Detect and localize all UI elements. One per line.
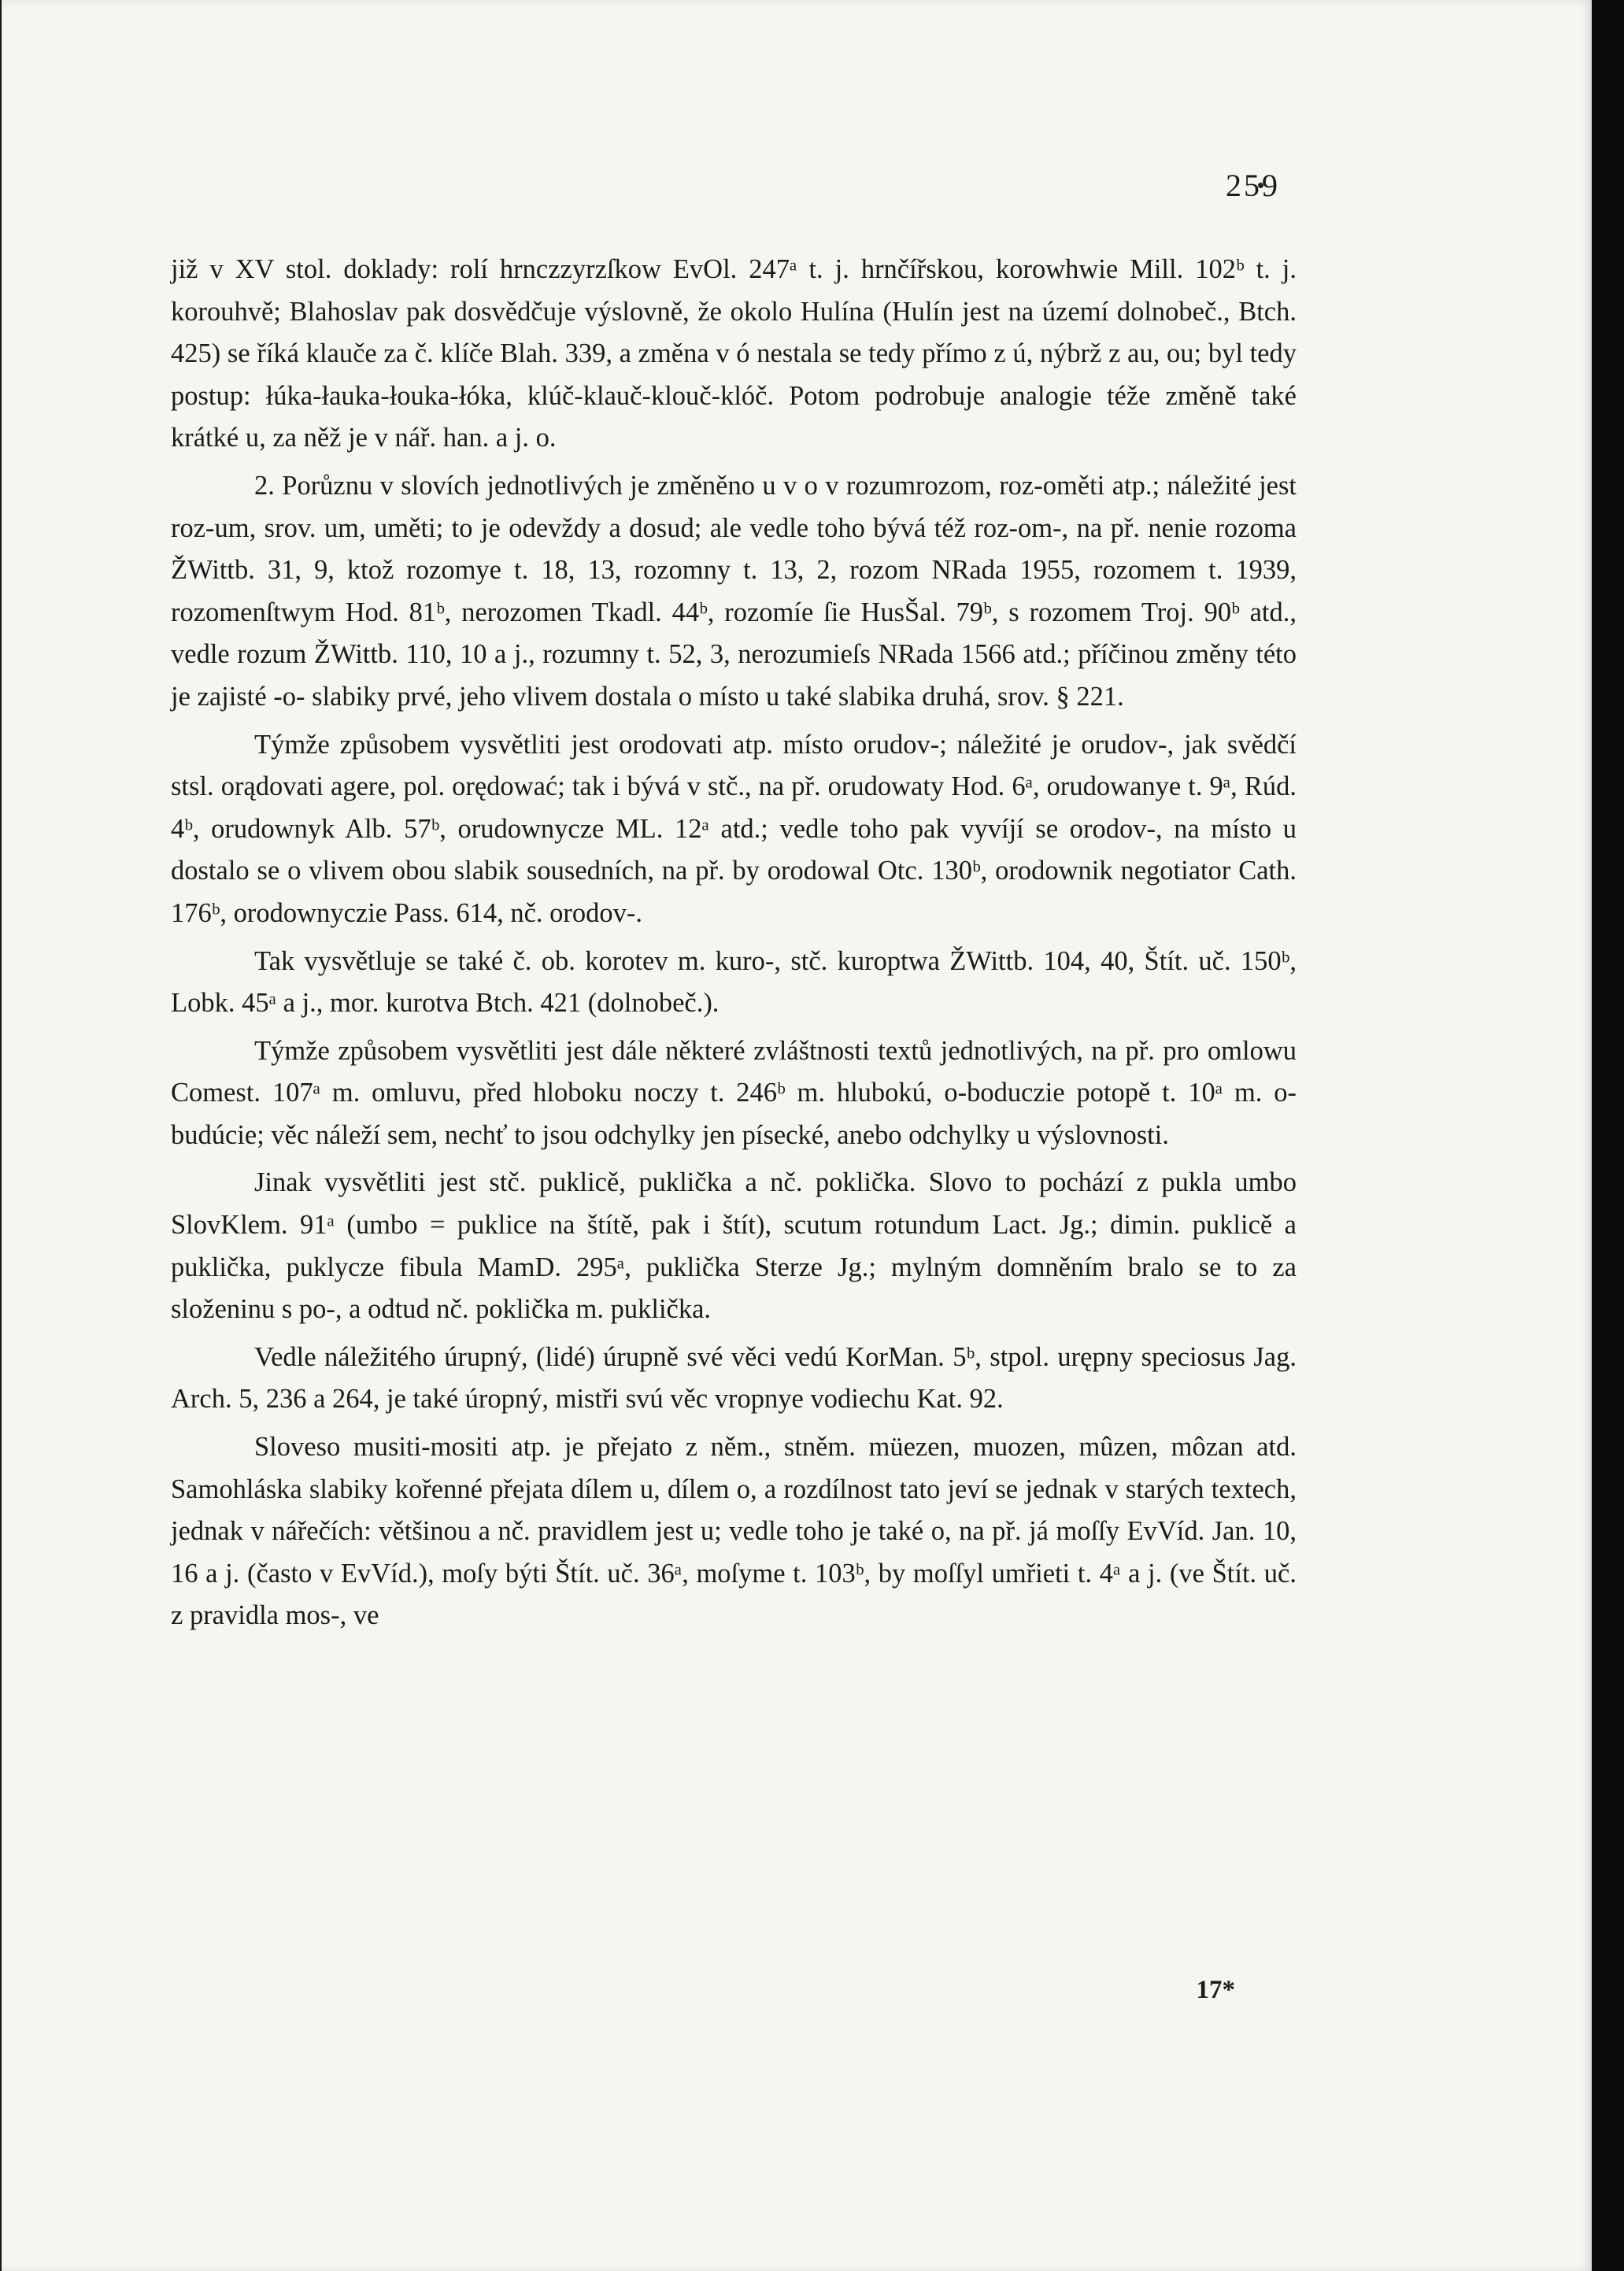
page-number: 259 xyxy=(1226,168,1280,203)
body-text xyxy=(171,249,1297,1643)
paragraph-omlowu: Týmže způsobem vysvětliti jest dále některé zvláštnosti textů jednotlivých, na př. pro omlowu Comest. 107ᵃ m. omluvu, před hloboku noczy t. 246ᵇ m. hlubokú, o-boduczie potopě t. 10ᵃ m. o-budúcie; věc náleží sem, nechť to jsou odchylky jen písecké, anebo odchylky u výslovnosti. xyxy=(171,1035,1297,1150)
paragraph-continuation: již v XV stol. doklady: rolí hrnczzyrzſkow EvOl. 247ᵃ t. j. hrnčířskou, korowhwie Mill. 102ᵇ t. j. korouhvě; Blahoslav pak dosvědčuje výslovně, že okolo Hulína (Hulín jest na území dolnobeč., Btch. 425) se říká klauče za č. klíče Blah. 339, a změna v ó nestala se tedy přímo z ú, nýbrž z au, ou; byl tedy postup: łúka-łauka-łouka-łóka, klúč-klauč-klouč-klóč. Potom podrobuje analogie téže změně také krátké u, za něž je v nář. han. a j. o. xyxy=(171,254,1297,453)
scan-edge xyxy=(1592,0,1624,2271)
paragraph-urupny: Vedle náležitého úrupný, (lidé) úrupně své věci vedú KorMan. 5ᵇ, stpol. urępny speciosus Jag. Arch. 5, 236 a 264, je také úropný, mistři svú věc vropnye vodiechu Kat. 92. xyxy=(171,1341,1297,1415)
paragraph-rozum: 2. Porůznu v slovích jednotlivých je změněno u v o v rozumrozom, roz-oměti atp.; náležité jest roz-um, srov. um, uměti; to je odevždy a dosud; ale vedle toho bývá též roz-om-, na př. nenie rozoma ŽWittb. 31, 9, ktož rozomye t. 18, 13, rozomny t. 13, 2, rozom NRada 1955, rozomem t. 1939, rozomenſtwym Hod. 81ᵇ, nerozomen Tkadl. 44ᵇ, rozomíe ſie HusŠal. 79ᵇ, s rozomem Troj. 90ᵇ atd., vedle rozum ŽWittb. 110, 10 a j., rozumny t. 52, 3, nerozumieſs NRada 1566 atd.; příčinou změny této je zajisté -o- slabiky prvé, jeho vlivem dostala o místo u také slabika druhá, srov. § 221. xyxy=(171,470,1297,712)
paragraph-musiti: Sloveso musiti-mositi atp. je přejato z něm., stněm. müezen, muozen, mûzen, môzan atd. Samohláska slabiky kořenné přejata dílem u, dílem o, a rozdílnost tato jeví se jednak v starých textech, jednak v nářečích: většinou a nč. pravidlem jest u; vedle toho je také o, na př. já moſſy EvVíd. Jan. 10, 16 a j. (často v EvVíd.), moſy býti Štít. uč. 36ᵃ, moſyme t. 103ᵇ, by moſſyl umřieti t. 4ᵃ a j. (ve Štít. uč. z pravidla mos-, ve xyxy=(171,1432,1297,1631)
paragraph-puklice: Jinak vysvětliti jest stč. puklicě, puklička a nč. poklička. Slovo to pochází z pukla umbo SlovKlem. 91ᵃ (umbo = puklice na štítě, pak i štít), scutum rotundum Lact. Jg.; dimin. puklicě a puklička, puklycze fibula MamD. 295ᵃ, puklička Sterze Jg.; mylným domněním bralo se to za složeninu s po-, a odtud nč. poklička m. puklička. xyxy=(171,1167,1297,1325)
book-page xyxy=(2,0,1592,2271)
paragraph-korotev: Tak vysvětluje se také č. ob. korotev m. kuro-, stč. kuroptwa ŽWittb. 104, 40, Štít. uč. 150ᵇ, Lobk. 45ᵃ a j., mor. kurotva Btch. 421 (dolnobeč.). xyxy=(171,945,1297,1019)
paragraph-orodovati: Týmže způsobem vysvětliti jest orodovati atp. místo orudov-; náležité je orudov-, jak svědčí stsl. orądovati agere, pol. orędować; tak i bývá v stč., na př. orudowaty Hod. 6ᵃ, orudowanye t. 9ᵃ, Rúd. 4ᵇ, orudownyk Alb. 57ᵇ, orudownycze ML. 12ᵃ atd.; vedle toho pak vyvíjí se orodov-, na místo u dostalo se o vlivem obou slabik sousedních, na př. by orodowal Otc. 130ᵇ, orodownik negotiator Cath. 176ᵇ, orodownyczie Pass. 614, nč. orodov-. xyxy=(171,729,1297,928)
signature-mark: 17* xyxy=(1196,1976,1235,2004)
